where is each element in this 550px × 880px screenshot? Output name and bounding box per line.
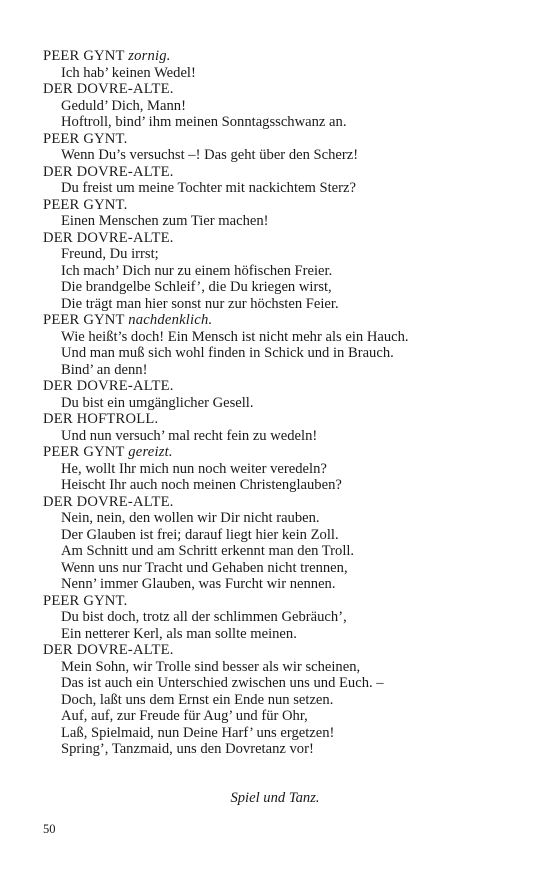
speech-line: Mein Sohn, wir Trolle sind besser als wir scheinen,	[61, 658, 361, 675]
speaker-name: DER DOVRE-ALTE.	[43, 229, 174, 246]
speech-line: Wenn Du’s versuchst –! Das geht über den Scherz!	[61, 147, 359, 163]
speech-line: Spring’, Tanzmaid, uns den Dovretanz vor!	[61, 741, 314, 757]
speaker-name: PEER GYNT	[43, 48, 125, 64]
speech-line: Heischt Ihr auch noch meinen Christenglauben?	[61, 477, 342, 493]
speaker-name: PEER GYNT	[43, 312, 125, 328]
speaker-line	[43, 444, 513, 461]
speech-line: Ich mach’ Dich nur zu einem höfischen Freier.	[61, 262, 333, 279]
speaker-line	[43, 164, 513, 181]
speech-line: Am Schnitt und am Schritt erkennt man den Troll.	[61, 543, 355, 559]
speaker-name: DER DOVRE-ALTE.	[43, 378, 174, 394]
speech-line: Doch, laßt uns dem Ernst ein Ende nun setzen.	[61, 691, 334, 708]
speech-line: Hoftroll, bind’ ihm meinen Sonntagsschwanz an.	[61, 114, 347, 130]
speaker-line	[43, 593, 513, 610]
drama-text	[43, 48, 513, 758]
speech-line: Auf, auf, zur Freude für Aug’ und für Ohr,	[61, 708, 308, 724]
speaker-name: DER DOVRE-ALTE.	[43, 493, 174, 510]
speaker-name: DER DOVRE-ALTE.	[43, 81, 174, 97]
stage-direction-inline: nachdenklich.	[128, 312, 213, 328]
speech-line: Geduld’ Dich, Mann!	[61, 97, 186, 114]
speaker-name: DER DOVRE-ALTE.	[43, 163, 174, 180]
speech-line: Bind’ an denn!	[61, 361, 148, 378]
speech-line: Das ist auch ein Unterschied zwischen uns und Euch. –	[61, 675, 384, 691]
speech-line: Laß, Spielmaid, nun Deine Harf’ uns ergetzen!	[61, 724, 335, 741]
speaker-line	[43, 81, 513, 98]
speech-line: Der Glauben ist frei; darauf liegt hier kein Zoll.	[61, 526, 339, 543]
speech-line: Du freist um meine Tochter mit nackichtem Sterz?	[61, 180, 356, 196]
speaker-line	[43, 197, 513, 214]
speech-line: Die trägt man hier sonst nur zur höchsten Feier.	[61, 295, 339, 312]
stage-direction: Spiel und Tanz.	[230, 790, 320, 806]
stage-direction-inline: zornig.	[128, 48, 171, 64]
speaker-name: PEER GYNT.	[43, 130, 128, 147]
speaker-name: PEER GYNT.	[43, 196, 128, 213]
speech-line: Du bist ein umgänglicher Gesell.	[61, 394, 254, 411]
speaker-line	[43, 378, 513, 395]
speaker-line	[43, 312, 513, 329]
speaker-line	[43, 411, 513, 428]
speaker-name: PEER GYNT	[43, 444, 125, 460]
speaker-name: DER DOVRE-ALTE.	[43, 642, 174, 658]
speech-line: Und nun versuch’ mal recht fein zu wedeln!	[61, 427, 318, 444]
page-number: 50	[43, 822, 56, 836]
speaker-line	[43, 230, 513, 247]
speech-line: Einen Menschen zum Tier machen!	[61, 213, 269, 229]
speech-line: Du bist doch, trotz all der schlimmen Gebräuch’,	[61, 609, 347, 625]
speaker-line	[43, 494, 513, 511]
speech-line: Ein netterer Kerl, als man sollte meinen.	[61, 625, 297, 642]
speech-line: He, wollt Ihr mich nun noch weiter veredeln?	[61, 460, 327, 477]
speech-line: Wie heißt’s doch! Ein Mensch ist nicht mehr als ein Hauch.	[61, 328, 409, 345]
speech-line: Ich hab’ keinen Wedel!	[61, 64, 196, 81]
speaker-name: PEER GYNT.	[43, 592, 128, 609]
speech-line: Freund, Du irrst;	[61, 246, 159, 262]
speech-line: Und man muß sich wohl finden in Schick und in Brauch.	[61, 345, 394, 361]
speaker-line	[43, 48, 513, 65]
speech-line: Nein, nein, den wollen wir Dir nicht rauben.	[61, 510, 320, 526]
speech-line: Nenn’ immer Glauben, was Furcht wir nennen.	[61, 576, 336, 592]
speech-line: Wenn uns nur Tracht und Gehaben nicht trennen,	[61, 559, 348, 576]
speech-line: Die brandgelbe Schleif’, die Du kriegen wirst,	[61, 279, 332, 295]
speaker-name: DER HOFTROLL.	[43, 411, 159, 427]
speaker-line	[43, 131, 513, 148]
speaker-line	[43, 642, 513, 659]
stage-direction-inline: gereizt.	[128, 444, 173, 460]
